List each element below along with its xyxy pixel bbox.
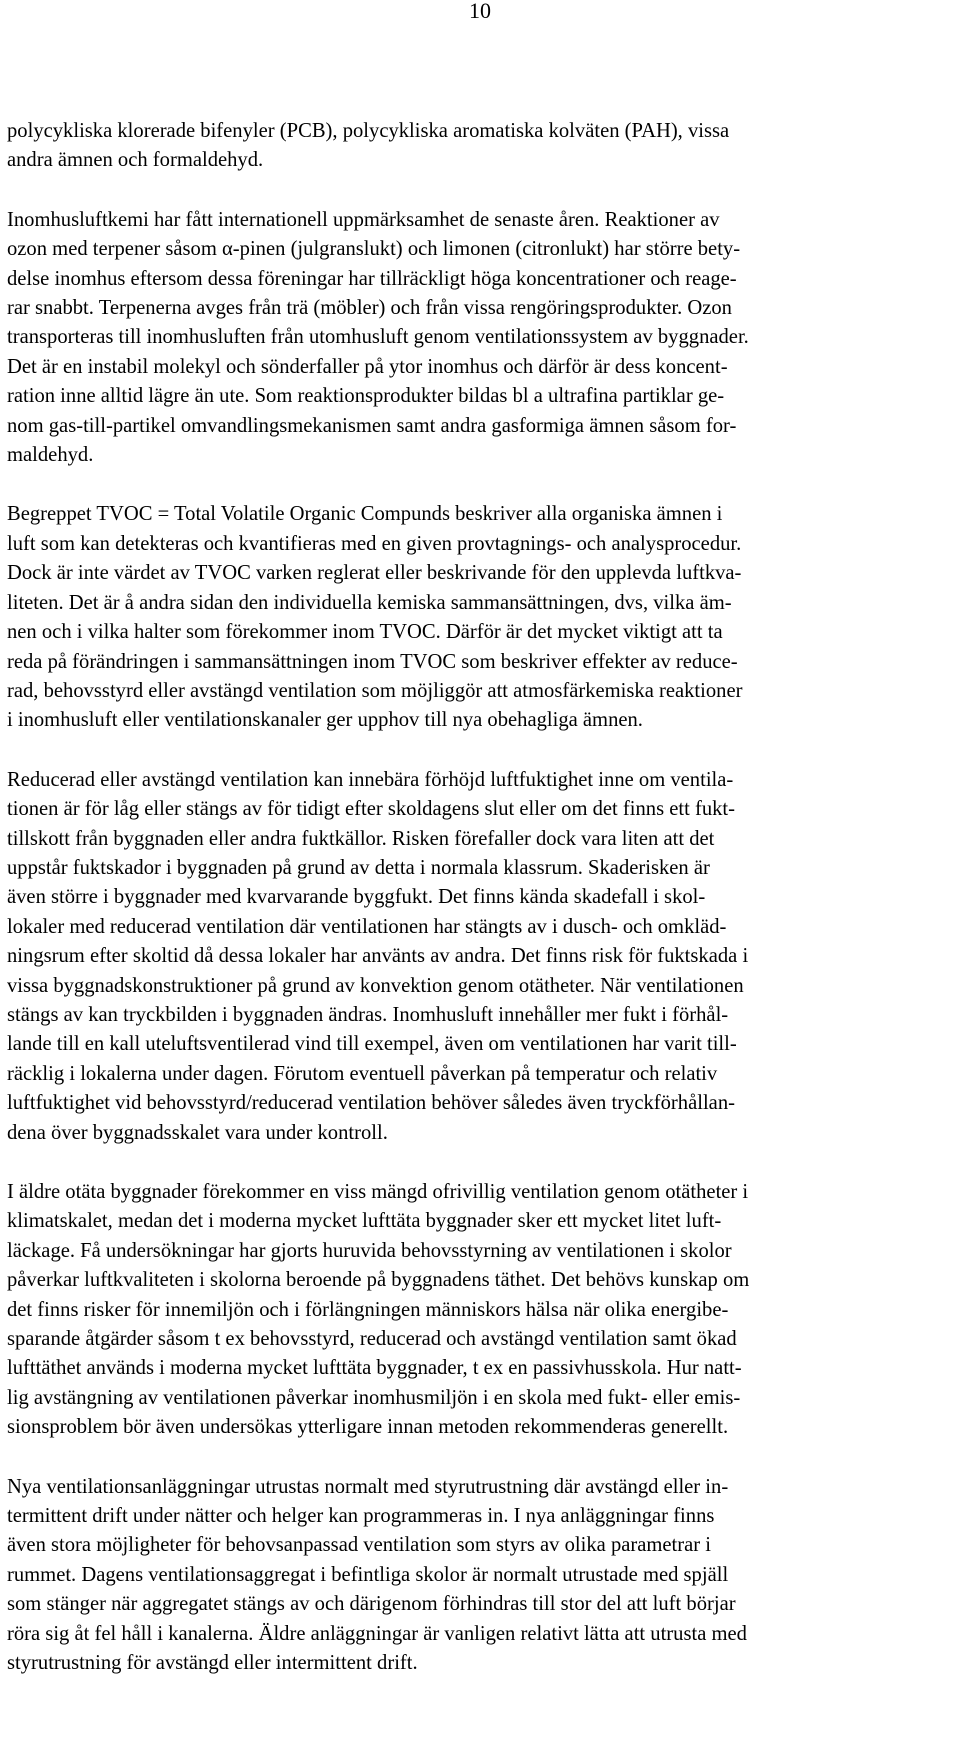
page-number: 10 <box>469 0 491 23</box>
paragraph-gap <box>7 736 953 766</box>
paragraph-gap <box>7 1148 953 1178</box>
document-body <box>7 117 953 1679</box>
paragraph-3: Begreppet TVOC = Total Volatile Organic Compunds beskriver alla organiska ämnen i luft som kan detekteras och kvantifieras med en given provtagnings- och analysprocedur. Dock är inte värdet av TVOC varken reglerat eller beskrivande för den upplevda luftkva- liteten. Det är å andra sidan den individuella kemiska sammansättningen, dvs, vilka äm- nen och i vilka halter som förekommer inom TVOC. Därför är det mycket viktigt att ta reda på förändringen i sammansättningen inom TVOC som beskriver effekter av reduce- rad, behovsstyrd eller avstängd ventilation som möjliggör att atmosfärkemiska reaktioner i inomhusluft eller ventilationskanaler ger upphov till nya obehagliga ämnen. <box>7 503 743 732</box>
paragraph-gap <box>7 470 953 500</box>
paragraph-4: Reducerad eller avstängd ventilation kan innebära förhöjd luftfuktighet inne om ventila- tionen är för låg eller stängs av för tidigt efter skoldagens slut eller om det finns ett fukt- tillskott från byggnaden eller andra fuktkällor. Risken förefaller dock vara liten att det uppstår fuktskador i byggnaden på grund av detta i normala klassrum. Skaderisken är även större i byggnader med kvarvarande byggfukt. Det finns kända skadefall i skol- lokaler med reducerad ventilation där ventilationen har stängts av i dusch- och omkläd- ningsrum efter skoltid då dessa lokaler har använts av andra. Det finns risk för fuktskada i vissa byggnadskonstruktioner på grund av konvektion genom otätheter. När ventilationen stängs av kan tryckbilden i byggnaden ändras. Inomhusluft innehåller mer fukt i förhål- lande till en kall uteluftsventilerad vind till exempel, även om ventilationen har varit till- räcklig i lokalerna under dagen. Förutom eventuell påverkan på temperatur och relativ luftfuktighet vid behovsstyrd/reducerad ventilation behöver således även tryckförhållan- dena över byggnadsskalet vara under kontroll. <box>7 768 749 1144</box>
paragraph-5: I äldre otäta byggnader förekommer en viss mängd ofrivillig ventilation genom otätheter i klimatskalet, medan det i moderna mycket lufttäta byggnader sker ett mycket litet luft- läckage. Få undersökningar har gjorts huruvida behovsstyrning av ventilationen i skolor påverkar luftkvaliteten i skolorna beroende på byggnadens täthet. Det behövs kunskap om det finns risker för innemiljön och i förlängningen människors hälsa när olika energibe- sparande åtgärder såsom t ex behovsstyrd, reducerad och avstängd ventilation samt ökad lufttäthet används i moderna mycket lufttäta byggnader, t ex en passivhusskola. Hur natt- lig avstängning av ventilationen påverkar inomhusmiljön i en skola med fukt- eller emis- sionsproblem bör även undersökas ytterligare innan metoden rekommenderas generellt. <box>7 1181 750 1439</box>
paragraph-2: Inomhusluftkemi har fått internationell uppmärksamhet de senaste åren. Reaktioner av ozon med terpener såsom α-pinen (julgranslukt) och limonen (citronlukt) har större bety- delse inomhus eftersom dessa föreningar har tillräckligt höga koncentrationer och reage- rar snabbt. Terpenerna avges från trä (möbler) och från vissa rengöringsprodukter. Ozon transporteras till inomhusluften från utomhusluft genom ventilationssystem av byggnader. Det är en instabil molekyl och sönderfaller på ytor inomhus och därför är dess koncent- ration inne alltid lägre än ute. Som reaktionsprodukter bildas bl a ultrafina partiklar ge- nom gas-till-partikel omvandlingsmekanismen samt andra gasformiga ämnen såsom for- maldehyd. <box>7 208 749 467</box>
paragraph-gap <box>7 1443 953 1473</box>
paragraph-1: polycykliska klorerade bifenyler (PCB), polycykliska aromatiska kolväten (PAH), vissa andra ämnen och formaldehyd. <box>7 120 730 172</box>
paragraph-gap <box>7 176 953 206</box>
paragraph-6: Nya ventilationsanläggningar utrustas normalt med styrutrustning där avstängd eller in- termittent drift under nätter och helger kan programmeras in. I nya anläggningar finns även stora möjligheter för behovsanpassad ventilation som styrs av olika parametrar i rummet. Dagens ventilationsaggregat i befintliga skolor är normalt utrustade med spjäll som stänger när aggregatet stängs av och därigenom förhindras till stor del att luft börjar röra sig åt fel håll i kanalerna. Äldre anläggningar är vanligen relativt lätta att utrusta med styrutrustning för avstängd eller intermittent drift. <box>7 1475 747 1675</box>
